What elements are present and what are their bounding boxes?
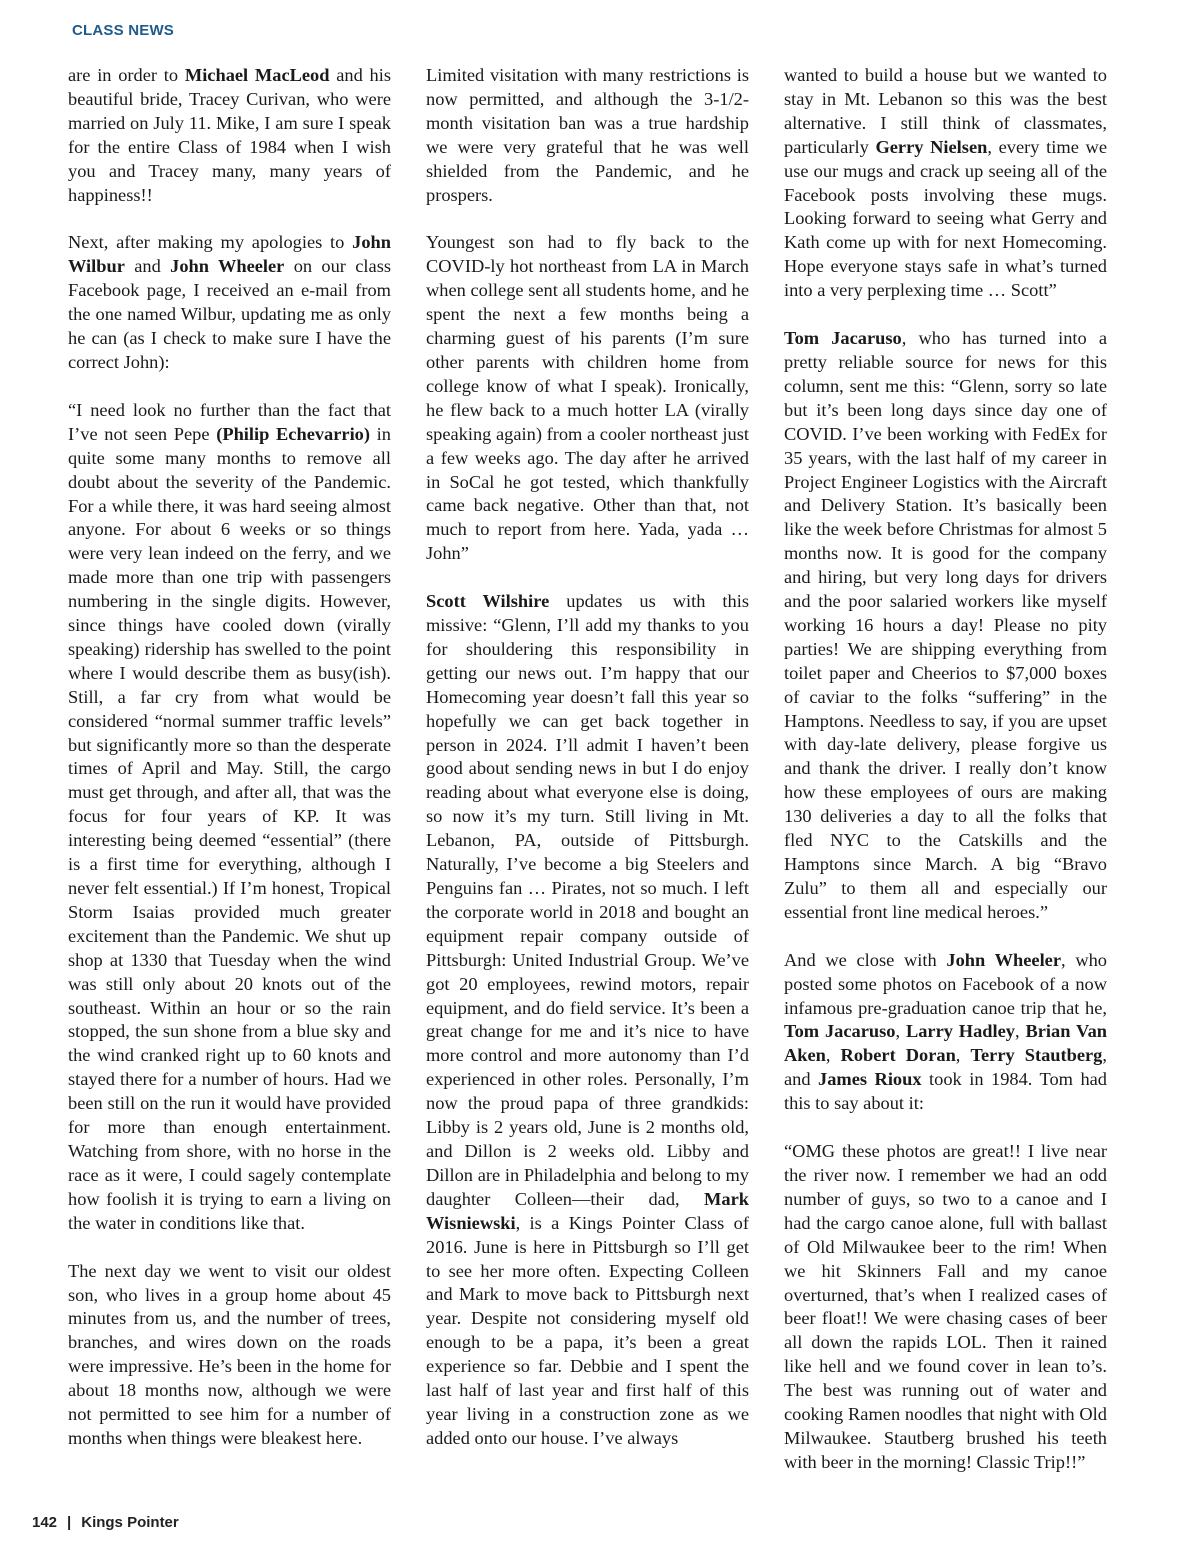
text-run: , is a Kings Pointer Class of 2016. June is here in Pittsburgh so I’ll get to see her more often. Expecting Colleen and Mark to move back to Pittsburgh next year. Despite not considering myself old enough to be a papa, it’s been a great experience so far. Debbie and I spent the last half of last year and first half of this year living in a construction zone as we added onto our house. I’ve always xyxy=(426,1212,749,1448)
name-gerry-nielsen: Gerry Nielsen xyxy=(875,136,988,157)
paragraph-tom-jacaruso xyxy=(784,327,1107,925)
paragraph-wedding xyxy=(68,64,391,207)
name-tom-jacaruso: Tom Jacaruso xyxy=(784,1021,896,1042)
page-footer xyxy=(32,1514,179,1531)
page-number: 142 xyxy=(32,1514,58,1531)
text-run: , xyxy=(955,1045,971,1066)
text-run: and his beautiful bride, Tracey Curivan, who were married on July 11. Mike, I am sure I speak for the entire Class of 1984 when I wish you and Tracey many, many years of happiness!! xyxy=(68,65,391,205)
name-mark-wisniewski: Mark Wisniewski xyxy=(426,1188,749,1233)
text-run: are in order to xyxy=(68,65,185,85)
footer-separator: | xyxy=(67,1514,72,1531)
article-column-1 xyxy=(68,64,391,1451)
name-john-wilbur: John Wilbur xyxy=(68,232,391,277)
article-column-3 xyxy=(784,64,1107,1475)
text-run: updates us with this missive: “Glenn, I’ll add my thanks to you for shouldering this responsibility in getting our news out. I’m happy that our Homecoming year doesn’t fall this year so hopefully we can get back together in person in 2024. I’ll admit I haven’t been good about sending news in but I do enjoy reading about what everyone else is doing, so now it’s my turn. Still living in Mt. Lebanon, PA, outside of Pittsburgh. Naturally, I’ve become a big Steelers and Penguins fan … Pirates, not so much. I left the corporate world in 2018 and bought an equipment repair company outside of Pittsburgh: United Industrial Group. We’ve got 20 employees, rewind motors, repair equipment, and do field service. It’s been a great change for me and it’s nice to have more control and more autonomy than I’d experienced in other roles. Personally, I’m now the proud papa of three grandkids: Libby is 2 years old, June is 2 months old, and Dillon is 2 weeks old. Libby and Dillon are in Philadelphia and belong to my daughter Colleen—their dad, xyxy=(426,591,750,1209)
text-run: on our class Facebook page, I received an e-mail from the one named Wilbur, updating me as only he can (as I check to make sure I have the correct John): xyxy=(68,256,392,372)
paragraph-canoe-trip xyxy=(784,949,1107,1116)
paragraph-apologies xyxy=(68,231,391,374)
text-run: , who has turned into a pretty reliable source for news for this column, sent me this: “Glenn, sorry so late but it’s been long days since day one of COVID. I’ve been working with FedEx for 35 years, with the last half of my career in Project Engineer Logistics with the Aircraft and Delivery Station. It’s basically been like the week before Christmas for almost 5 months now. It is good for the company and hiring, but very long days for drivers and the poor salaried workers like myself working 16 hours a day! Please no pity parties! We are shipping everything from toilet paper and Cheerios to $7,000 boxes of caviar to the folks “suffering” in the Hamptons. Needless to say, if you are upset with day-late delivery, please forgive us and thank the driver. I really don’t know how these employees of ours are making 130 deliveries a day to all the folks that fled NYC to the Catskills and the Hamptons since March. A big “Bravo Zulu” to them all and especially our essential front line medical heroes.” xyxy=(784,328,1107,922)
name-larry-hadley: Larry Hadley xyxy=(905,1021,1016,1042)
name-robert-doran: Robert Doran xyxy=(840,1045,956,1066)
text-run: wanted to build a house but we wanted to stay in Mt. Lebanon so this was the best alternative. I still think of classmates, particularly xyxy=(784,65,1107,157)
name-michael-macleod: Michael MacLeod xyxy=(184,65,330,85)
article-column-2 xyxy=(426,64,749,1451)
name-john-wheeler: John Wheeler xyxy=(946,949,1062,970)
name-philip-echevarrio: (Philip Echevarrio) xyxy=(216,423,370,444)
name-terry-stautberg: Terry Stautberg xyxy=(970,1045,1103,1066)
paragraph-wilbur-letter xyxy=(68,399,391,1236)
paragraph-visitation: Limited visitation with many restrictions is now permitted, and although the 3-1/2-month visitation ban was a true hardship we were very grateful that he was well shielded from the Pandemic, and he prospers. xyxy=(426,65,749,205)
text-run: , and xyxy=(784,1045,1107,1090)
name-james-rioux: James Rioux xyxy=(818,1069,922,1090)
text-run: , xyxy=(825,1045,841,1066)
paragraph-omg-quote: “OMG these photos are great!! I live near the river now. I remember we had an odd number of guys, so two to a canoe and I had the cargo canoe alone, full with ballast of Old Milwaukee beer to the rim! When we hit Skinners Fall and my canoe overturned, that’s when I realized cases of beer float!! We were chasing cases of beer all down the rapids LOL. Then it rained like hell and we found cover in lean to’s. The best was running out of water and cooking Ramen noodles that night with Old Milwaukee. Stautberg brushed his teeth with beer in the morning! Classic Trip!!” xyxy=(784,1141,1107,1472)
name-scott-wilshire: Scott Wilshire xyxy=(426,591,550,612)
name-john-wheeler: John Wheeler xyxy=(170,256,285,277)
text-run: and xyxy=(124,256,171,277)
paragraph-youngest-son: Youngest son had to fly back to the COVID-ly hot northeast from LA in March when college sent all students home, and he spent the next a few months being a charming guest of his parents (I’m sure other parents with children home from college know of what I speak). Ironically, he flew back to a much hotter LA (virally speaking again) from a cooler northeast just a few weeks ago. The day after he arrived in SoCal he got tested, which thankfully came back negative. Other than that, not much to report from here. Yada, yada … John” xyxy=(426,232,749,564)
text-run: in quite some many months to remove all doubt about the severity of the Pandemic. For a while there, it was hard seeing almost anyone. For about 6 weeks or so things were very lean indeed on the ferry, and we made more than one trip with passengers numbering in the single digits. However, since things have cooled down (virally speaking) ridership has swelled to the point where I would describe them as busy(ish). Still, a far cry from what would be considered “normal summer traffic levels” but significantly more so than the desperate times of April and May. Still, the cargo must get through, and after all, that was the focus for four years of KP. It was interesting being deemed “essential” (there is a first time for everything, although I never felt essential.) If I’m honest, Tropical Storm Isaias provided much greater excitement than the Pandemic. We shut up shop at 1330 that Tuesday when the wind was still only about 20 knots out of the southeast. Within an hour or so the rain stopped, the sun shone from a blue sky and the wind cranked right up to 60 knots and stayed there for a number of hours. Had we been still on the run it would have provided for more than enough entertainment. Watching from shore, with no horse in the race as it were, I could sagely contemplate how foolish it is trying to earn a living on the water in conditions like that. xyxy=(68,423,391,1233)
name-tom-jacaruso: Tom Jacaruso xyxy=(784,328,902,349)
paragraph-scott-wilshire xyxy=(426,590,749,1451)
text-run: , who posted some photos on Facebook of a now infamous pre-graduation canoe trip that he, xyxy=(784,949,1107,1018)
name-brian-van-aken: Brian Van Aken xyxy=(784,1021,1108,1066)
paragraph-scott-continued xyxy=(784,64,1107,303)
paragraph-oldest-son: The next day we went to visit our oldest son, who lives in a group home about 45 minutes from us, and the number of trees, branches, and wires down on the roads were impressive. He’s been in the home for about 18 months now, although we were not permitted to see him for a number of months when things were bleakest here. xyxy=(68,1260,391,1448)
text-run: And we close with xyxy=(784,949,947,970)
text-run: took in 1984. Tom had this to say about it: xyxy=(784,1069,1107,1114)
text-run: , xyxy=(895,1021,906,1042)
text-run: , every time we use our mugs and crack up seeing all of the Facebook posts involving these mugs. Looking forward to seeing what Gerry and Kath come up with for next Homecoming. Hope everyone stays safe in what’s turned into a very perplexing time … Scott” xyxy=(784,136,1107,301)
text-run: , xyxy=(1015,1021,1026,1042)
publication-name: Kings Pointer xyxy=(81,1514,179,1531)
section-label: CLASS NEWS xyxy=(72,22,175,39)
text-run: Next, after making my apologies to xyxy=(68,232,353,253)
text-run: “I need look no further than the fact that I’ve not seen Pepe xyxy=(68,399,391,444)
